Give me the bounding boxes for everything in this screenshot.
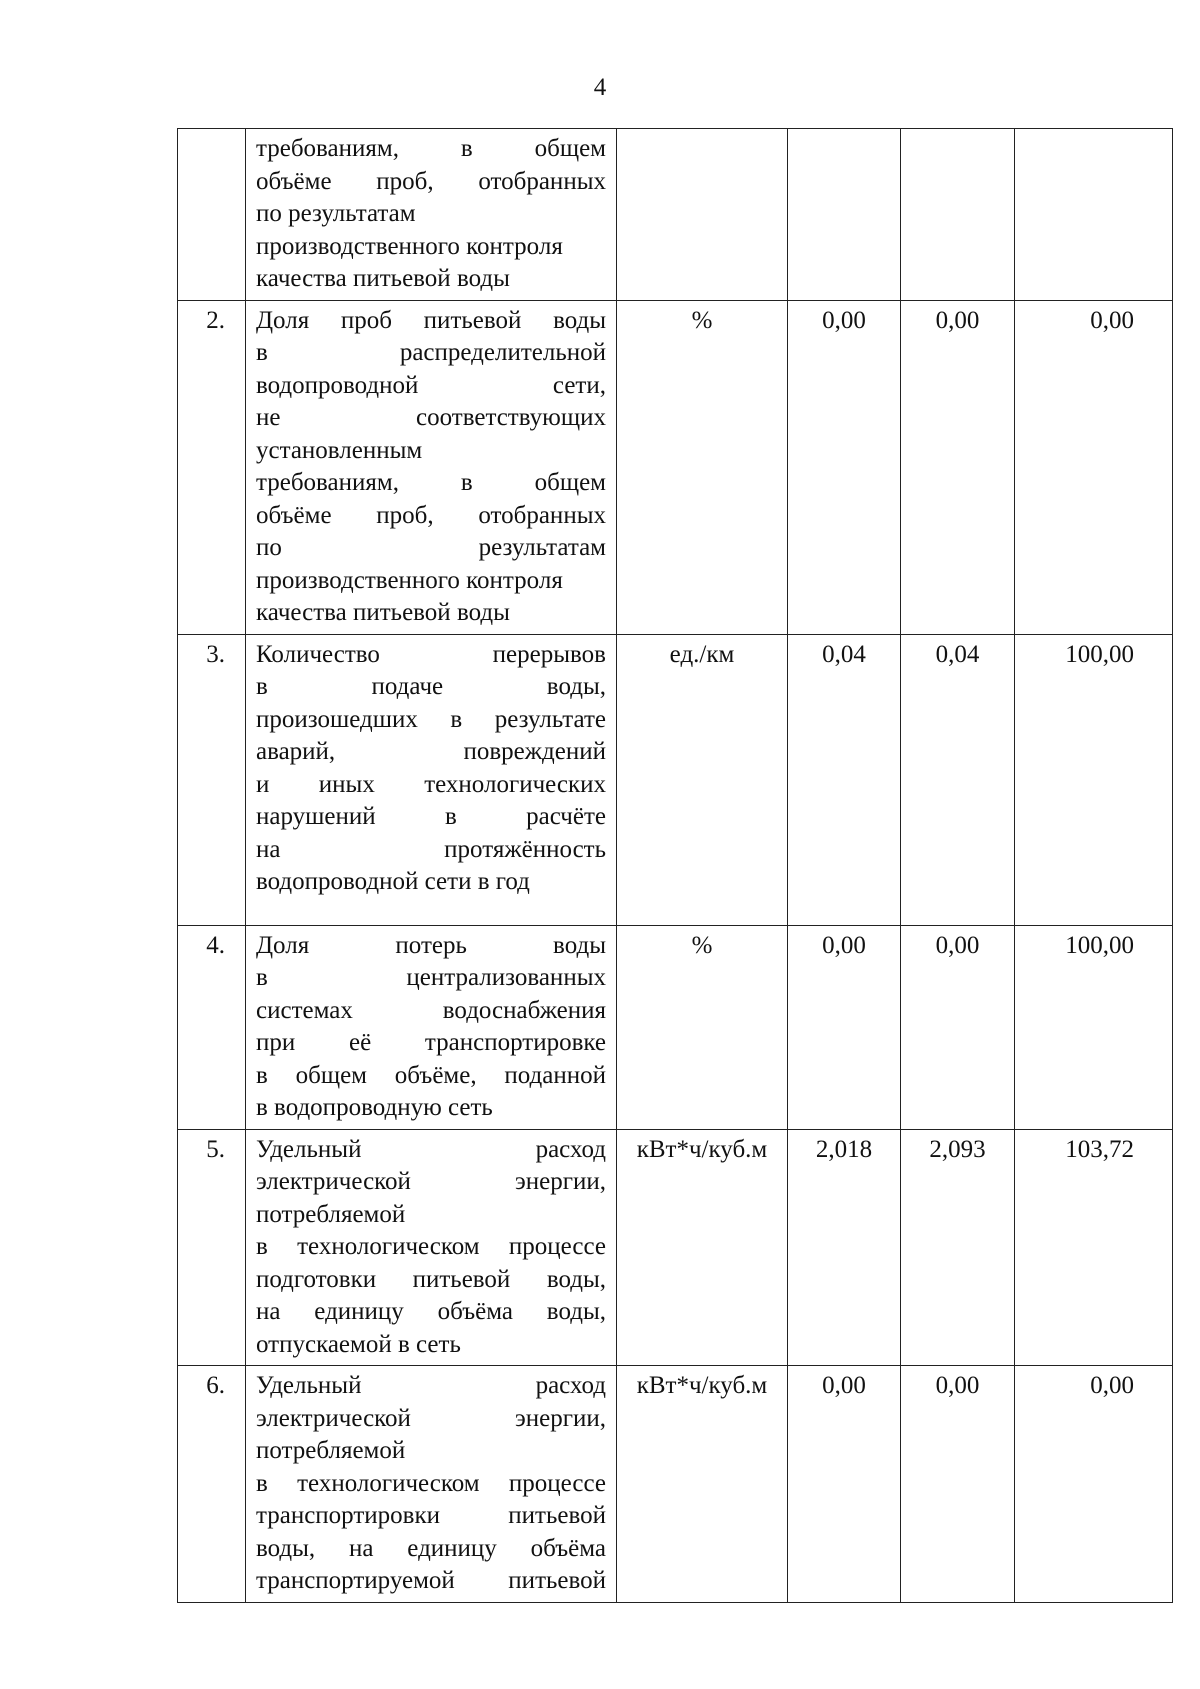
row-value-3 [1015, 129, 1173, 301]
row-value-1: 2,018 [788, 1129, 901, 1366]
description-line: объёме проб, отобранных [256, 167, 606, 195]
description-line: не соответствующих [256, 404, 606, 431]
description-line: в подаче воды, [256, 673, 606, 700]
description-line: по результатам [256, 200, 416, 227]
description-line: требованиям, в общем [256, 469, 606, 496]
row-description [246, 1129, 617, 1366]
table-row [178, 129, 1173, 301]
indicators-table [177, 128, 1173, 1603]
description-line: транспортируемой питьевой [256, 1567, 606, 1594]
description-line: и иных технологических [256, 770, 606, 798]
row-value-2: 2,093 [901, 1129, 1015, 1366]
row-description [246, 300, 617, 634]
description-line: при её транспортировке [256, 1029, 606, 1056]
description-line: в общем объёме, поданной [256, 1061, 606, 1089]
description-line: производственного контроля [256, 566, 563, 594]
row-value-2: 0,00 [901, 1366, 1015, 1603]
description-line: установленным [256, 436, 423, 464]
row-value-3: 0,00 [1015, 300, 1173, 634]
table-row [178, 634, 1173, 925]
row-number: 4. [178, 925, 246, 1129]
row-value-2: 0,00 [901, 300, 1015, 634]
description-line: транспортировки питьевой [256, 1502, 606, 1529]
row-value-3: 0,00 [1015, 1366, 1173, 1603]
row-number: 6. [178, 1366, 246, 1603]
description-line: Доля проб питьевой воды [256, 306, 606, 334]
row-unit: ед./км [617, 634, 788, 925]
description-line: в технологическом процессе [256, 1469, 606, 1497]
description-line: в водопроводную сеть [256, 1094, 493, 1121]
row-description [246, 129, 617, 301]
description-line: по результатам [256, 534, 606, 561]
row-unit: кВт*ч/куб.м [617, 1129, 788, 1366]
row-value-3: 100,00 [1015, 634, 1173, 925]
description-line: производственного контроля [256, 232, 563, 260]
description-line: подготовки питьевой воды, [256, 1265, 606, 1293]
description-line: произошедших в результате [256, 705, 606, 733]
row-value-1: 0,00 [788, 925, 901, 1129]
description-line: Количество перерывов [256, 640, 606, 668]
description-line: аварий, повреждений [256, 738, 606, 765]
row-value-3: 100,00 [1015, 925, 1173, 1129]
description-line: качества питьевой воды [256, 599, 510, 626]
table-row [178, 1129, 1173, 1366]
row-value-2 [901, 129, 1015, 301]
table-row [178, 1366, 1173, 1603]
description-line: воды, на единицу объёма [256, 1534, 606, 1562]
description-line: потребляемой [256, 1437, 406, 1464]
description-line: Удельный расход [256, 1135, 606, 1163]
description-line: электрической энергии, [256, 1168, 606, 1195]
description-line: на протяжённость [256, 835, 606, 863]
row-value-3: 103,72 [1015, 1129, 1173, 1366]
row-number: 2. [178, 300, 246, 634]
row-unit: кВт*ч/куб.м [617, 1366, 788, 1603]
row-number: 3. [178, 634, 246, 925]
row-value-2: 0,00 [901, 925, 1015, 1129]
description-line: отпускаемой в сеть [256, 1330, 461, 1358]
row-value-1 [788, 129, 901, 301]
row-value-2: 0,04 [901, 634, 1015, 925]
description-line: потребляемой [256, 1200, 406, 1228]
description-line: Удельный расход [256, 1372, 606, 1399]
row-unit: % [617, 300, 788, 634]
row-description [246, 925, 617, 1129]
row-unit [617, 129, 788, 301]
row-number: 5. [178, 1129, 246, 1366]
description-line: системах водоснабжения [256, 996, 606, 1024]
description-line: на единицу объёма воды, [256, 1298, 606, 1325]
row-number [178, 129, 246, 301]
page-number: 4 [593, 74, 607, 101]
description-line: требованиям, в общем [256, 135, 606, 162]
row-value-1: 0,00 [788, 300, 901, 634]
description-line: нарушений в расчёте [256, 803, 606, 830]
description-line: в технологическом процессе [256, 1233, 606, 1260]
description-line: качества питьевой воды [256, 265, 510, 292]
row-value-1: 0,04 [788, 634, 901, 925]
row-unit: % [617, 925, 788, 1129]
description-line: в распределительной [256, 339, 606, 366]
table-row [178, 300, 1173, 634]
description-line: водопроводной сети, [256, 371, 606, 399]
table-row [178, 925, 1173, 1129]
description-line: объёме проб, отобранных [256, 501, 606, 529]
description-line: Доля потерь воды [256, 931, 606, 959]
description-line: электрической энергии, [256, 1404, 606, 1432]
description-line: водопроводной сети в год [256, 868, 530, 895]
row-description [246, 1366, 617, 1603]
row-description [246, 634, 617, 925]
row-value-1: 0,00 [788, 1366, 901, 1603]
description-line: в централизованных [256, 964, 606, 991]
